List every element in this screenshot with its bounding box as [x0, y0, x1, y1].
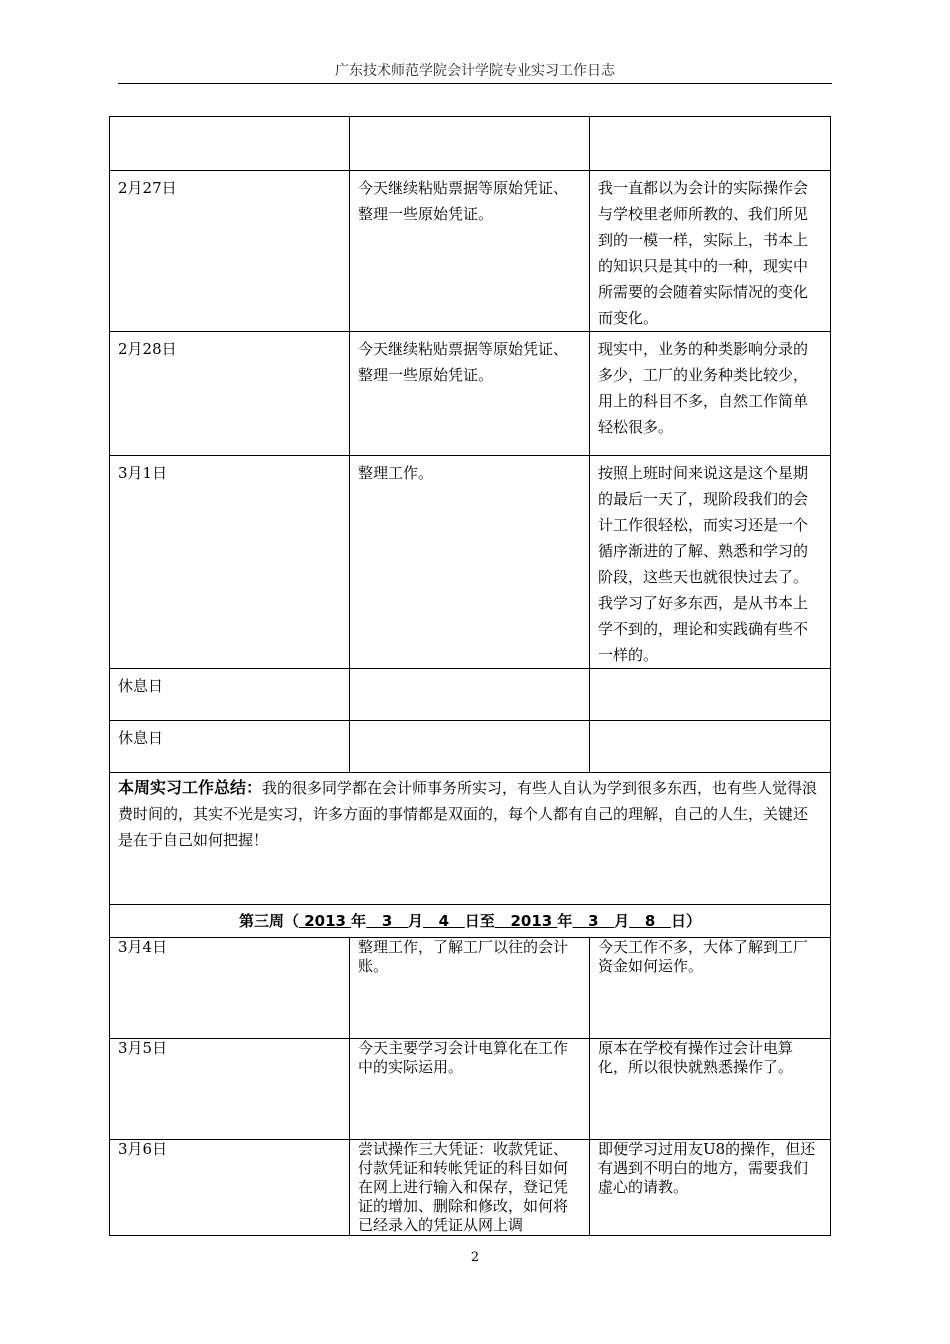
reflection-cell: 即便学习过用友U8的操作，但还有遇到不明白的地方，需要我们虚心的请教。	[590, 1140, 831, 1236]
month-char-1: 月	[407, 912, 423, 930]
reflection-cell: 今天工作不多，大体了解到工厂资金如何运作。	[590, 938, 831, 1039]
table-row	[110, 456, 831, 669]
internship-log-table	[109, 116, 831, 1236]
year-char-1: 年	[351, 912, 367, 930]
header-rule	[118, 83, 832, 84]
week-header-row	[110, 905, 831, 938]
weekly-summary	[110, 773, 831, 905]
date-cell: 休息日	[110, 669, 350, 721]
week-prefix: 第三周（	[238, 912, 299, 930]
work-cell: 整理工作，了解工厂以往的会计账。	[350, 938, 590, 1039]
start-month: 3	[366, 912, 408, 930]
end-year: 2013	[494, 912, 558, 930]
to-text: 日至	[464, 912, 495, 930]
summary-label: 本周实习工作总结：	[118, 778, 263, 797]
reflection-cell	[590, 669, 831, 721]
month-char-2: 月	[614, 912, 630, 930]
table-row	[110, 332, 831, 456]
week-suffix: 日）	[671, 912, 702, 930]
date-cell: 2月28日	[110, 332, 350, 456]
reflection-cell	[590, 721, 831, 773]
end-month: 3	[572, 912, 615, 930]
date-cell: 3月6日	[110, 1140, 350, 1236]
table-row	[110, 171, 831, 332]
summary-row	[110, 773, 831, 905]
work-cell	[350, 721, 590, 773]
work-cell: 尝试操作三大凭证：收款凭证、付款凭证和转帐凭证的科目如何在网上进行输入和保存，登记凭证的增加、删除和修改，如何将已经录入的凭证从网上调	[350, 1140, 590, 1236]
table-row	[110, 721, 831, 773]
table-row	[110, 1039, 831, 1140]
date-cell	[110, 117, 350, 171]
week3-heading	[110, 905, 831, 938]
date-cell: 2月27日	[110, 171, 350, 332]
summary-text: 我的很多同学都在会计师事务所实习，有些人自认为学到很多东西，也有些人觉得浪费时间的，其实不光是实习，许多方面的事情都是双面的，每个人都有自己的理解，自己的人生，关键还是在于自己如何把握！	[118, 779, 818, 849]
date-cell: 3月1日	[110, 456, 350, 669]
date-cell: 休息日	[110, 721, 350, 773]
page-number: 2	[470, 1250, 480, 1265]
year-char-2: 年	[557, 912, 573, 930]
date-cell: 3月4日	[110, 938, 350, 1039]
work-cell: 今天继续粘贴票据等原始凭证、整理一些原始凭证。	[350, 171, 590, 332]
work-cell: 今天主要学习会计电算化在工作中的实际运用。	[350, 1039, 590, 1140]
work-cell	[350, 669, 590, 721]
end-day: 8	[629, 912, 672, 930]
reflection-cell: 我一直都以为会计的实际操作会与学校里老师所教的、我们所见到的一模一样，实际上，书本上的知识只是其中的一种，现实中所需要的会随着实际情况的变化而变化。	[590, 171, 831, 332]
table-row	[110, 1140, 831, 1236]
table-row	[110, 669, 831, 721]
work-cell: 整理工作。	[350, 456, 590, 669]
page-header-title: 广东技术师范学院会计学院专业实习工作日志	[335, 63, 615, 79]
reflection-cell: 原本在学校有操作过会计电算化，所以很快就熟悉操作了。	[590, 1039, 831, 1140]
table-row	[110, 938, 831, 1039]
work-cell	[350, 117, 590, 171]
date-cell: 3月5日	[110, 1039, 350, 1140]
reflection-cell: 按照上班时间来说这是这个星期的最后一天了，现阶段我们的会计工作很轻松，而实习还是一个循序渐进的了解、熟悉和学习的阶段，这些天也就很快过去了。我学习了好多东西，是从书本上学不到的，理论和实践确有些不一样的。	[590, 456, 831, 669]
table-row	[110, 117, 831, 171]
reflection-cell	[590, 117, 831, 171]
start-day: 4	[422, 912, 465, 930]
reflection-cell: 现实中，业务的种类影响分录的多少，工厂的业务种类比较少，用上的科目不多，自然工作简单轻松很多。	[590, 332, 831, 456]
start-year: 2013	[298, 912, 352, 930]
work-cell: 今天继续粘贴票据等原始凭证、整理一些原始凭证。	[350, 332, 590, 456]
